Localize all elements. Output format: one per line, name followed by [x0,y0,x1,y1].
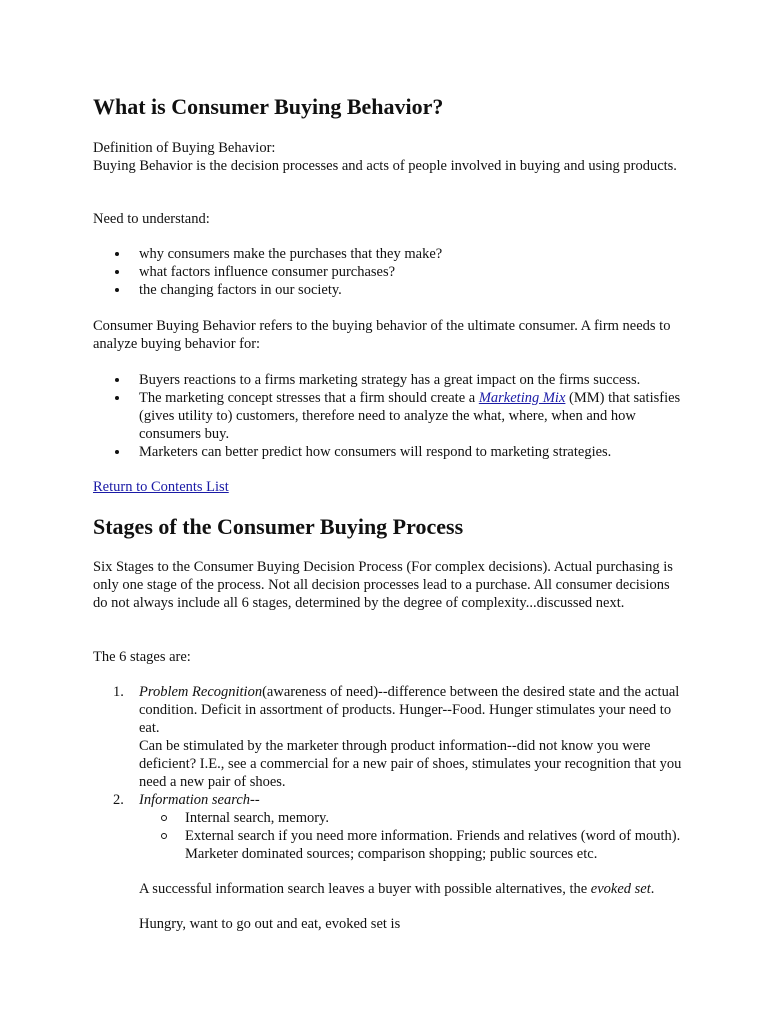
stages-list [93,683,683,933]
stage-text-continued: Can be stimulated by the marketer through product information--did not know you were deficient? I.E., see a commercial for a new pair of shoes, stimulates your recognition that you need a new pair of shoes. [139,738,682,790]
behavior-intro: Consumer Buying Behavior refers to the buying behavior of the ultimate consumer. A firm needs to analyze buying behavior for: [93,318,671,352]
return-to-contents-link[interactable]: Return to Contents List [93,479,229,495]
definition-text: Buying Behavior is the decision processes and acts of people involved in buying and using products. [93,158,677,174]
stage-item-information-search [93,791,683,933]
stage-title: Problem Recognition [139,684,263,700]
evoked-set-term: evoked set [590,881,651,897]
heading-consumer-buying-behavior: What is Consumer Buying Behavior? [93,94,444,119]
evoked-set-paragraph [139,880,683,898]
list-item: what factors influence consumer purchases? [93,263,683,281]
stages-intro: Six Stages to the Consumer Buying Decision Process (For complex decisions). Actual purchasing is only one stage of the process. Not all decision processes lead to a purchase. All consumer decisions do not always include all 6 stages, determined by the degree of complexity...discussed next. [93,559,673,611]
paragraph-text: . [650,881,655,897]
need-list [93,245,683,299]
heading-stages-buying-process: Stages of the Consumer Buying Process [93,514,464,539]
paragraph-text: A successful information search leaves a buyer with possible alternatives, the [139,881,591,897]
list-item: Buyers reactions to a firms marketing strategy has a great impact on the firms success. [93,371,683,389]
stage-number: 1. [113,684,124,700]
definition-block [93,139,683,175]
stage-description: (awareness of need)--difference between the desired state and the actual condition. Deficit in assortment of products. Hunger--Food. Hunger stimulates your need to eat. [139,684,680,736]
list-item [93,389,683,443]
list-item: Marketers can better predict how consumers will respond to marketing strategies. [93,443,683,461]
stage-text [139,791,683,809]
marketing-mix-link-text: Marketing Mix [478,390,566,406]
marketing-mix-link[interactable] [479,390,566,406]
definition-label: Definition of Buying Behavior: [93,140,276,156]
list-item: why consumers make the purchases that they make? [93,245,683,263]
stage-item-problem-recognition [93,683,683,791]
sub-list-item: Internal search, memory. [139,809,683,827]
stage-text [139,683,683,737]
stages-label: The 6 stages are: [93,649,191,665]
reasons-list [93,371,683,461]
list-item-text: The marketing concept stresses that a firm should create a [139,390,479,406]
stage-number: 2. [113,792,124,808]
sub-list-item: External search if you need more information. Friends and relatives (word of mouth). Marketer dominated sources; comparison shopping; public sources etc. [139,827,683,863]
need-label: Need to understand: [93,211,210,227]
hungry-paragraph: Hungry, want to go out and eat, evoked set is [139,916,401,932]
list-item: the changing factors in our society. [93,281,683,299]
search-sub-list [139,809,683,863]
list-item-text: (MM) that satisfies (gives utility to) customers, therefore need to analyze the what, where, when and how consumers buy. [139,390,681,442]
return-link-paragraph [93,478,683,496]
stage-title: Information search-- [139,792,260,808]
